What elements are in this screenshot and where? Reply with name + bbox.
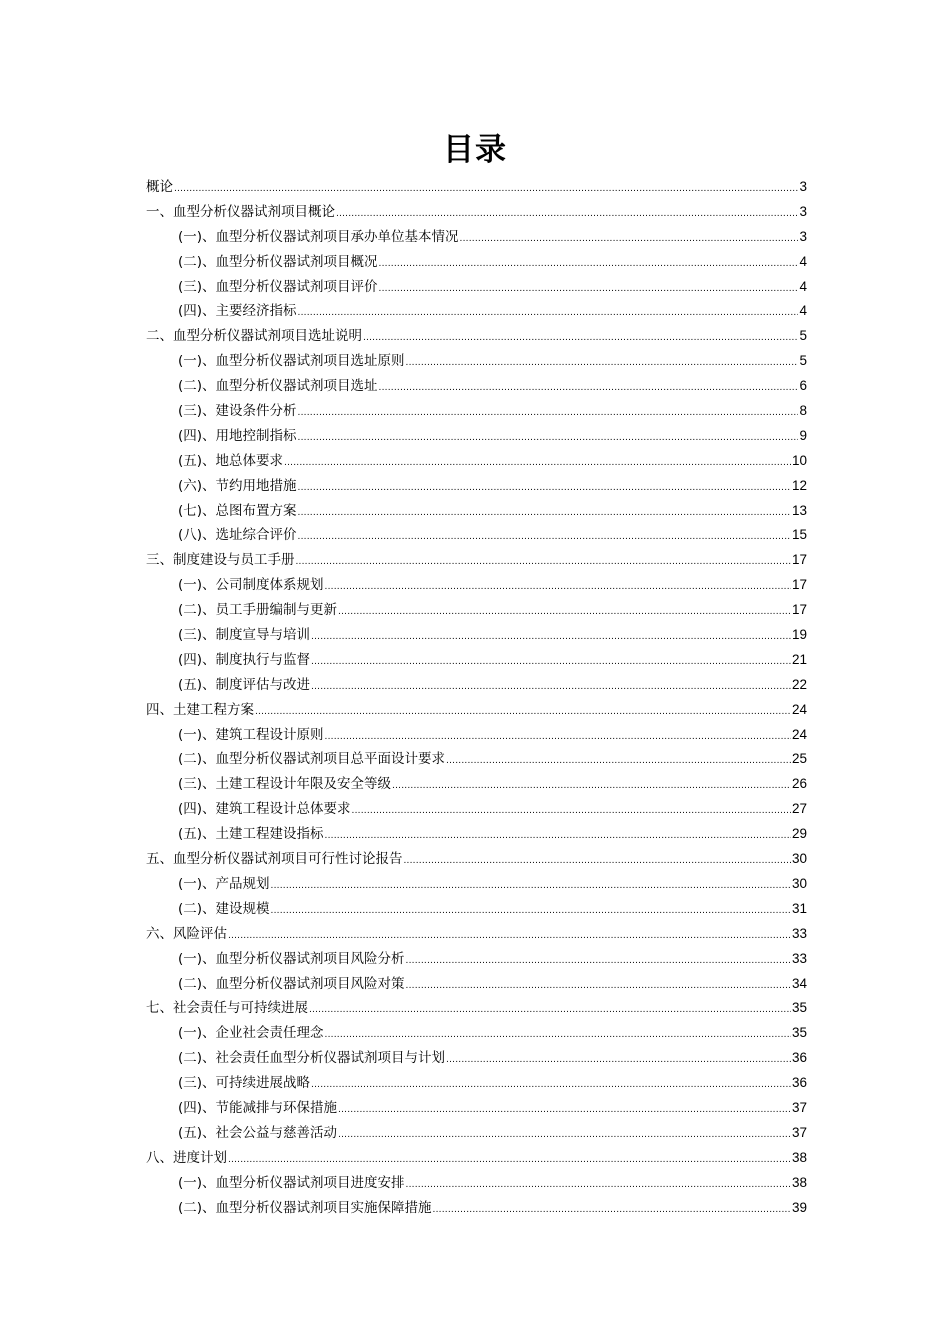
toc-page-number: 13 xyxy=(791,502,807,518)
toc-entry[interactable] xyxy=(146,698,807,723)
toc-entry[interactable] xyxy=(146,299,807,324)
toc-entry-label: (五)、制度评估与改进 xyxy=(178,676,311,693)
toc-page-number: 37 xyxy=(791,1124,807,1140)
toc-page-number: 35 xyxy=(791,1025,807,1041)
toc-entry-label: 概论 xyxy=(146,179,173,195)
toc-entry-label: (一)、建筑工程设计原则 xyxy=(178,726,324,743)
toc-entry-label: (六)、节约用地措施 xyxy=(178,477,297,494)
toc-entry[interactable] xyxy=(146,275,807,300)
toc-entry-label: 一、血型分析仪器试剂项目概论 xyxy=(146,203,335,220)
toc-page-number: 15 xyxy=(791,527,807,543)
toc-list xyxy=(146,175,807,1220)
toc-entry[interactable] xyxy=(146,1096,807,1121)
toc-dot-leader xyxy=(406,949,791,974)
toc-entry-label: 四、土建工程方案 xyxy=(146,701,254,718)
toc-entry-label: (五)、土建工程建设指标 xyxy=(178,826,324,843)
toc-page-number: 21 xyxy=(791,651,807,667)
toc-entry-label: (一)、血型分析仪器试剂项目选址原则 xyxy=(178,353,405,370)
toc-dot-leader xyxy=(338,1123,791,1148)
toc-entry-label: (二)、血型分析仪器试剂项目选址 xyxy=(178,378,378,395)
toc-entry-label: (三)、血型分析仪器试剂项目评价 xyxy=(178,278,378,295)
toc-page-number: 37 xyxy=(791,1099,807,1115)
toc-dot-leader xyxy=(284,451,791,476)
toc-dot-leader xyxy=(406,974,791,999)
toc-entry-label: (一)、产品规划 xyxy=(178,875,270,892)
toc-page-number: 3 xyxy=(799,179,807,194)
toc-page-number: 30 xyxy=(791,851,807,867)
toc-dot-leader xyxy=(296,550,791,575)
toc-page-number: 19 xyxy=(791,627,807,643)
toc-dot-leader xyxy=(352,799,791,824)
toc-page-number: 31 xyxy=(791,900,807,916)
toc-dot-leader xyxy=(298,525,791,550)
toc-dot-leader xyxy=(309,998,791,1023)
toc-title: 目录 xyxy=(443,132,507,168)
toc-dot-leader xyxy=(228,924,791,949)
toc-page-number: 34 xyxy=(791,975,807,991)
toc-entry[interactable] xyxy=(146,474,807,499)
toc-entry-label: (四)、制度执行与监督 xyxy=(178,651,311,668)
toc-page-number: 8 xyxy=(799,403,807,419)
toc-entry-label: 六、风险评估 xyxy=(146,925,227,942)
toc-entry-label: (四)、用地控制指标 xyxy=(178,427,297,444)
toc-entry-label: (二)、血型分析仪器试剂项目实施保障措施 xyxy=(178,1199,432,1216)
toc-dot-leader xyxy=(255,700,791,725)
toc-entry-label: (二)、员工手册编制与更新 xyxy=(178,602,338,619)
toc-entry-label: (三)、建设条件分析 xyxy=(178,403,297,420)
toc-entry[interactable] xyxy=(146,374,807,399)
toc-page-number: 38 xyxy=(791,1174,807,1190)
toc-entry[interactable] xyxy=(146,1146,807,1171)
toc-entry[interactable] xyxy=(146,1071,807,1096)
toc-entry[interactable] xyxy=(146,747,807,772)
toc-entry[interactable] xyxy=(146,772,807,797)
toc-entry[interactable] xyxy=(146,847,807,872)
toc-page-number: 35 xyxy=(791,1000,807,1016)
toc-entry-label: (一)、血型分析仪器试剂项目承办单位基本情况 xyxy=(178,228,459,245)
toc-entry[interactable] xyxy=(146,723,807,748)
toc-entry[interactable] xyxy=(146,349,807,374)
toc-entry-label: (一)、血型分析仪器试剂项目风险分析 xyxy=(178,950,405,967)
toc-entry-label: (三)、制度宣导与培训 xyxy=(178,627,311,644)
toc-dot-leader xyxy=(406,351,799,376)
toc-page-number: 10 xyxy=(791,452,807,468)
toc-page-number: 27 xyxy=(791,801,807,817)
toc-page-number: 29 xyxy=(791,826,807,842)
toc-dot-leader xyxy=(446,749,791,774)
toc-page-number: 5 xyxy=(799,328,807,344)
toc-entry-label: (五)、地总体要求 xyxy=(178,452,284,469)
toc-entry-label: (七)、总图布置方案 xyxy=(178,502,297,519)
toc-entry[interactable] xyxy=(146,623,807,648)
toc-entry[interactable] xyxy=(146,922,807,947)
toc-page-number: 22 xyxy=(791,676,807,692)
toc-dot-leader xyxy=(379,376,799,401)
toc-dot-leader xyxy=(446,1048,791,1073)
toc-page-number: 25 xyxy=(791,751,807,767)
toc-page-number: 4 xyxy=(799,303,807,319)
toc-page-number: 26 xyxy=(791,776,807,792)
toc-entry-label: (四)、节能减排与环保措施 xyxy=(178,1099,338,1116)
toc-entry-label: 八、进度计划 xyxy=(146,1149,227,1166)
toc-entry[interactable] xyxy=(146,947,807,972)
toc-page-number: 17 xyxy=(791,552,807,568)
toc-page-number: 39 xyxy=(791,1199,807,1215)
toc-dot-leader xyxy=(433,1198,791,1223)
toc-entry-label: (二)、社会责任血型分析仪器试剂项目与计划 xyxy=(178,1050,446,1067)
toc-entry[interactable] xyxy=(146,673,807,698)
toc-dot-leader xyxy=(325,1023,791,1048)
toc-page-number: 24 xyxy=(791,701,807,717)
toc-entry-label: (四)、主要经济指标 xyxy=(178,303,297,320)
toc-dot-leader xyxy=(298,426,799,451)
toc-page-number: 17 xyxy=(791,602,807,618)
toc-entry-label: (二)、血型分析仪器试剂项目概况 xyxy=(178,253,378,270)
toc-page-number: 36 xyxy=(791,1050,807,1066)
toc-entry[interactable] xyxy=(146,1021,807,1046)
toc-entry[interactable] xyxy=(146,200,807,225)
toc-entry-label: 五、血型分析仪器试剂项目可行性讨论报告 xyxy=(146,851,403,868)
toc-entry[interactable] xyxy=(146,250,807,275)
toc-entry[interactable] xyxy=(146,399,807,424)
toc-entry-label: (三)、可持续进展战略 xyxy=(178,1075,311,1092)
toc-entry[interactable] xyxy=(146,324,807,349)
toc-entry[interactable] xyxy=(146,822,807,847)
toc-entry-label: (三)、土建工程设计年限及安全等级 xyxy=(178,776,392,793)
toc-page-number: 4 xyxy=(799,278,807,294)
toc-dot-leader xyxy=(460,227,799,252)
toc-page-number: 17 xyxy=(791,577,807,593)
toc-page-number: 24 xyxy=(791,726,807,742)
toc-entry[interactable] xyxy=(146,424,807,449)
toc-page-number: 33 xyxy=(791,950,807,966)
toc-entry-label: (二)、血型分析仪器试剂项目总平面设计要求 xyxy=(178,751,446,768)
toc-dot-leader xyxy=(298,401,799,426)
toc-entry[interactable] xyxy=(146,548,807,573)
toc-entry[interactable] xyxy=(146,1196,807,1221)
toc-dot-leader xyxy=(325,725,791,750)
toc-entry[interactable] xyxy=(146,872,807,897)
toc-dot-leader xyxy=(298,476,791,501)
toc-page-number: 38 xyxy=(791,1149,807,1165)
toc-dot-leader xyxy=(325,824,791,849)
toc-dot-leader xyxy=(406,1173,791,1198)
toc-entry-label: (五)、社会公益与慈善活动 xyxy=(178,1124,338,1141)
toc-page-number: 12 xyxy=(791,477,807,493)
toc-dot-leader xyxy=(379,252,799,277)
toc-dot-leader xyxy=(404,849,791,874)
toc-entry[interactable] xyxy=(146,499,807,524)
toc-page-number: 36 xyxy=(791,1075,807,1091)
toc-dot-leader xyxy=(271,899,791,924)
toc-dot-leader xyxy=(311,650,791,675)
toc-entry[interactable] xyxy=(146,972,807,997)
toc-entry[interactable] xyxy=(146,1171,807,1196)
toc-page-number: 3 xyxy=(799,228,807,244)
toc-dot-leader xyxy=(298,301,799,326)
toc-dot-leader xyxy=(338,600,791,625)
toc-entry[interactable] xyxy=(146,225,807,250)
toc-dot-leader xyxy=(336,202,798,227)
toc-page-number: 4 xyxy=(799,253,807,269)
toc-page-number: 3 xyxy=(799,203,807,219)
toc-entry-label: (八)、选址综合评价 xyxy=(178,527,297,544)
toc-page-number: 33 xyxy=(791,925,807,941)
toc-dot-leader xyxy=(325,575,791,600)
toc-entry-label: 七、社会责任与可持续进展 xyxy=(146,1000,308,1017)
toc-dot-leader xyxy=(174,177,798,202)
toc-entry-label: (二)、建设规模 xyxy=(178,900,270,917)
toc-entry-label: 三、制度建设与员工手册 xyxy=(146,552,295,569)
toc-dot-leader xyxy=(298,501,791,526)
toc-dot-leader xyxy=(379,277,799,302)
toc-dot-leader xyxy=(311,625,791,650)
toc-entry-label: (二)、血型分析仪器试剂项目风险对策 xyxy=(178,975,405,992)
toc-page-number: 9 xyxy=(799,427,807,443)
toc-entry-label: 二、血型分析仪器试剂项目选址说明 xyxy=(146,328,362,345)
toc-entry[interactable] xyxy=(146,797,807,822)
toc-entry-label: (一)、企业社会责任理念 xyxy=(178,1025,324,1042)
toc-entry[interactable] xyxy=(146,175,807,200)
toc-entry[interactable] xyxy=(146,449,807,474)
toc-entry-label: (一)、血型分析仪器试剂项目进度安排 xyxy=(178,1174,405,1191)
toc-dot-leader xyxy=(271,874,791,899)
toc-dot-leader xyxy=(392,774,791,799)
toc-entry[interactable] xyxy=(146,573,807,598)
toc-entry[interactable] xyxy=(146,897,807,922)
toc-entry[interactable] xyxy=(146,598,807,623)
toc-entry[interactable] xyxy=(146,996,807,1021)
toc-dot-leader xyxy=(228,1148,791,1173)
toc-entry[interactable] xyxy=(146,648,807,673)
toc-page-number: 6 xyxy=(799,378,807,394)
toc-dot-leader xyxy=(363,326,798,351)
toc-dot-leader xyxy=(311,1073,791,1098)
toc-entry-label: (四)、建筑工程设计总体要求 xyxy=(178,801,351,818)
toc-entry[interactable] xyxy=(146,1121,807,1146)
toc-entry[interactable] xyxy=(146,1046,807,1071)
toc-dot-leader xyxy=(338,1098,791,1123)
toc-dot-leader xyxy=(311,675,791,700)
toc-entry-label: (一)、公司制度体系规划 xyxy=(178,577,324,594)
toc-page-number: 5 xyxy=(799,353,807,369)
toc-page-number: 30 xyxy=(791,875,807,891)
toc-entry[interactable] xyxy=(146,523,807,548)
